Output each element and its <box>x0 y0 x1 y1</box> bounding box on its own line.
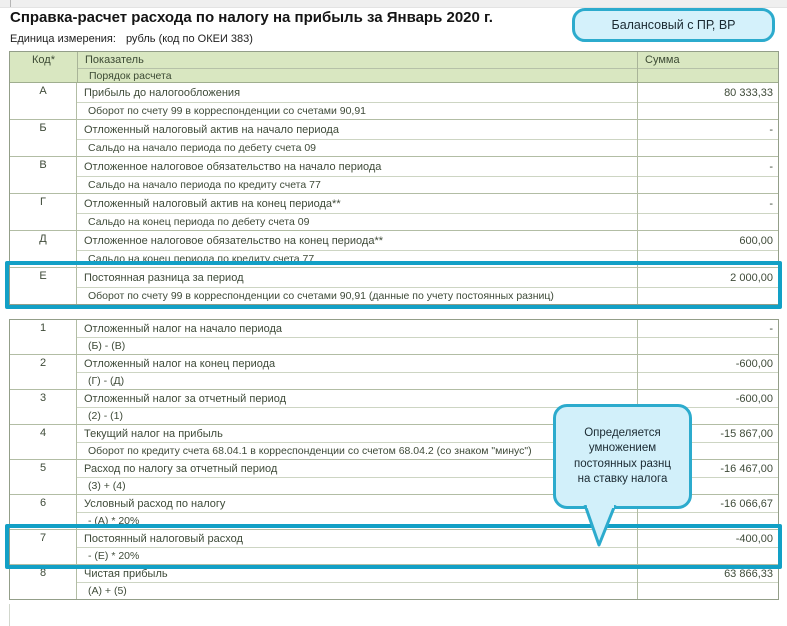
table-row-a <box>10 83 778 120</box>
row-sum[interactable]: -16 467,00 <box>638 460 778 478</box>
header-sum-empty <box>638 69 778 82</box>
row-indicator[interactable]: Расход по налогу за отчетный период <box>77 460 637 478</box>
row-calc-order[interactable]: (А) + (5) <box>88 585 127 597</box>
row-sum-empty <box>638 373 778 389</box>
row-indicator[interactable]: Отложенное налоговое обязательство на конец периода** <box>77 231 637 251</box>
row-sum[interactable]: 80 333,33 <box>638 83 778 103</box>
row-sum-empty <box>638 140 778 156</box>
row-calc-order[interactable]: Сальдо на начало периода по дебету счета 09 <box>88 142 317 154</box>
row-sum-empty <box>638 338 778 354</box>
row-code[interactable]: В <box>10 157 77 193</box>
row-calc-order[interactable]: Оборот по счету 99 в корреспонденции со счетами 90,91 (данные по учету постоянных разниц) <box>88 290 554 302</box>
row-indicator[interactable]: Отложенный налог на начало периода <box>77 320 637 338</box>
row-calc-order[interactable]: Сальдо на конец периода по кредиту счета 77 <box>88 253 315 265</box>
row-code[interactable]: Д <box>10 231 77 267</box>
row-code[interactable]: 8 <box>10 565 77 599</box>
row-sum[interactable]: - <box>638 120 778 140</box>
row-calc-order[interactable]: Сальдо на начало периода по кредиту счета 77 <box>88 179 321 191</box>
row-sum[interactable]: -600,00 <box>638 355 778 373</box>
toolbar-divider <box>10 0 11 7</box>
row-indicator[interactable]: Отложенный налог на конец периода <box>77 355 637 373</box>
row-sum-empty <box>638 583 778 599</box>
row-code[interactable]: 6 <box>10 495 77 529</box>
row-sum-empty <box>638 177 778 193</box>
highlight-box-row-7 <box>5 524 782 569</box>
row-indicator[interactable]: Условный расход по налогу <box>77 495 637 513</box>
row-calc-order[interactable]: - (Е) * 20% <box>88 550 140 562</box>
top-toolbar-strip <box>0 0 787 8</box>
row-indicator[interactable]: Постоянная разница за период <box>77 268 637 288</box>
row-indicator[interactable]: Отложенный налог за отчетный период <box>77 390 637 408</box>
row-code[interactable]: 2 <box>10 355 77 389</box>
table-header <box>10 52 778 83</box>
callout-line: умножением <box>588 442 657 454</box>
row-code[interactable]: Б <box>10 120 77 156</box>
header-indicator[interactable]: Показатель <box>78 52 637 69</box>
annotation-callout <box>553 404 692 509</box>
row-code[interactable]: Е <box>10 268 77 304</box>
row-code[interactable]: 5 <box>10 460 77 494</box>
table-row-b <box>10 120 778 157</box>
page-title: Справка-расчет расхода по налогу на прибыль за Январь 2020 г. <box>10 9 493 26</box>
annotation-badge-label: Балансовый с ПР, ВР <box>611 18 736 32</box>
row-code[interactable]: 1 <box>10 320 77 354</box>
row-calc-order[interactable]: (Г) - (Д) <box>88 375 125 387</box>
row-indicator[interactable]: Текущий налог на прибыль <box>77 425 637 443</box>
row-calc-order[interactable]: Сальдо на конец периода по дебету счета 09 <box>88 216 310 228</box>
row-sum[interactable]: - <box>638 157 778 177</box>
unit-value: рубль (код по ОКЕИ 383) <box>125 33 253 45</box>
table-row-g <box>10 194 778 231</box>
row-sum[interactable]: - <box>638 194 778 214</box>
callout-tail-icon <box>582 505 618 549</box>
row-code[interactable]: 3 <box>10 390 77 424</box>
row-sum[interactable]: 600,00 <box>638 231 778 251</box>
row-calc-order[interactable]: Оборот по счету 99 в корреспонденции со счетами 90,91 <box>88 105 367 117</box>
callout-line: Определяется <box>584 426 661 439</box>
callout-line: на ставку налога <box>577 473 668 485</box>
row-calc-order[interactable]: Оборот по кредиту счета 68.04.1 в корреспонденции со счетом 68.04.2 (со знаком "минус") <box>88 445 532 457</box>
highlight-box-row-e <box>5 261 782 309</box>
row-sum[interactable]: - <box>638 320 778 338</box>
row-code[interactable]: А <box>10 83 77 119</box>
table-row-1 <box>10 320 778 355</box>
row-sum[interactable]: -600,00 <box>638 390 778 408</box>
row-indicator[interactable]: Отложенный налоговый актив на конец периода** <box>77 194 637 214</box>
row-sum[interactable]: -16 066,67 <box>638 495 778 513</box>
row-indicator[interactable]: Постоянный налоговый расход <box>77 530 637 548</box>
callout-line: постоянных разнц <box>574 457 671 470</box>
table-left-border-stub <box>9 604 10 626</box>
table-row-8 <box>10 565 778 599</box>
header-code[interactable]: Код* <box>10 52 78 82</box>
row-calc-order[interactable]: - (А) * 20% <box>88 515 140 527</box>
row-code[interactable]: Г <box>10 194 77 230</box>
row-calc-order[interactable]: (2) - (1) <box>88 410 123 422</box>
row-indicator[interactable]: Отложенный налоговый актив на начало периода <box>77 120 637 140</box>
row-code[interactable]: 4 <box>10 425 77 459</box>
row-calc-order[interactable]: (Б) - (В) <box>88 340 126 352</box>
table-row-v <box>10 157 778 194</box>
header-sum[interactable]: Сумма <box>638 52 778 69</box>
row-sum[interactable]: 63 866,33 <box>638 565 778 583</box>
table-row-2 <box>10 355 778 390</box>
row-sum[interactable]: 2 000,00 <box>638 268 778 288</box>
row-sum-empty <box>638 103 778 119</box>
row-calc-order[interactable]: (3) + (4) <box>88 480 126 492</box>
annotation-badge <box>572 8 775 42</box>
unit-label: Единица измерения: <box>10 33 116 45</box>
row-indicator[interactable]: Прибыль до налогообложения <box>77 83 637 103</box>
row-indicator[interactable]: Отложенное налоговое обязательство на начало периода <box>77 157 637 177</box>
row-indicator[interactable]: Чистая прибыль <box>77 565 637 583</box>
header-calc-order[interactable]: Порядок расчета <box>89 69 172 82</box>
row-sum[interactable]: -15 867,00 <box>638 425 778 443</box>
unit-of-measure-line <box>10 33 253 45</box>
row-code[interactable]: 7 <box>10 530 77 564</box>
row-sum[interactable]: -400,00 <box>638 530 778 548</box>
row-sum-empty <box>638 214 778 230</box>
